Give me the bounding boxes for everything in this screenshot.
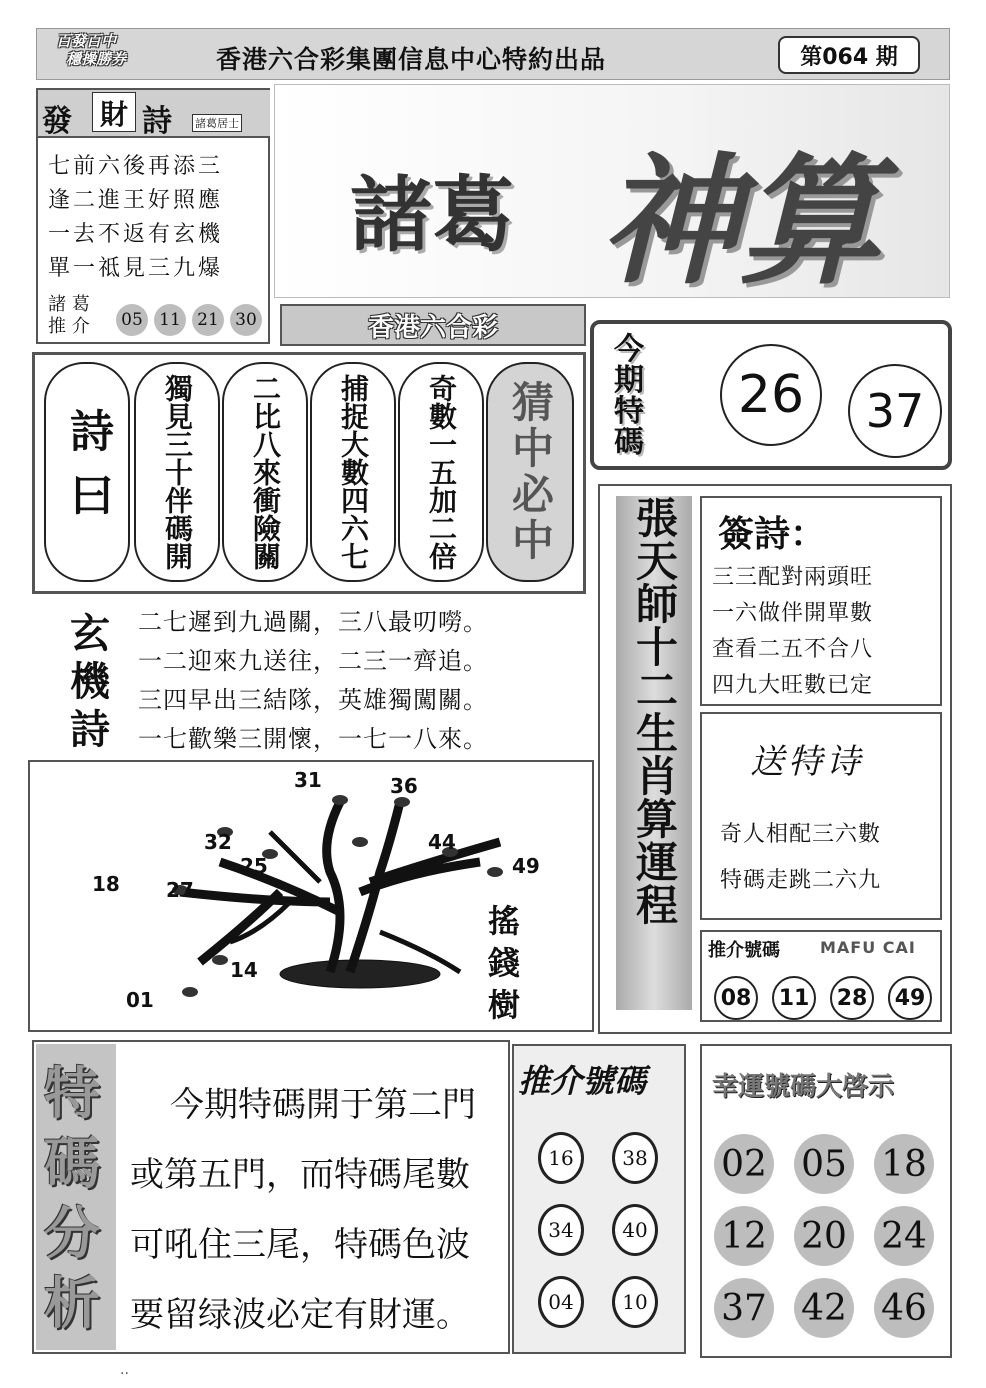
- footer-dots: ··: [120, 1366, 129, 1382]
- lucky-number: 20: [794, 1206, 854, 1266]
- recommend-label: 推介號碼: [708, 940, 780, 961]
- tui-jie-number: 38: [612, 1132, 658, 1184]
- lucky-number: 02: [714, 1134, 774, 1194]
- send-poem-title: 送特诗: [750, 742, 864, 782]
- masthead-title-1: 諸葛: [350, 168, 515, 263]
- tree-number: 31: [294, 768, 322, 792]
- fortune-poem-panel: [36, 88, 270, 344]
- analysis-title: 特 碼 分 析: [44, 1062, 100, 1337]
- issue-badge: [778, 36, 920, 74]
- masthead-title-2: 神算: [600, 140, 881, 304]
- recommend-number: 28: [830, 976, 874, 1020]
- sign-poem-title: 簽詩：: [718, 513, 827, 555]
- tree-number: 36: [390, 774, 418, 798]
- masthead-subtitle-bar: [280, 304, 586, 346]
- poem-col: 奇數一五加二倍: [398, 362, 484, 582]
- tree-number: 27: [166, 878, 194, 902]
- special-code-label: 今 期 特 碼: [614, 332, 644, 460]
- tree-number: 14: [230, 958, 258, 982]
- tree-number: 18: [92, 872, 120, 896]
- send-poem-lines: 奇人相配三六數 特碼走跳二六九: [720, 822, 882, 893]
- mystic-poem-lines: 二七遲到九過關，三八最叨嘮。 一二迎來九送往，二三一齊追。 三四早出三結隊，英雄獨闖關。 一七歡樂三開懷，一七一八來。: [138, 608, 488, 753]
- lucky-number: 05: [794, 1134, 854, 1194]
- issue-number: 第064 期: [800, 44, 898, 70]
- fortune-number: 05: [116, 304, 148, 336]
- tui-jie-number: 16: [538, 1132, 584, 1184]
- tree-number: 01: [126, 988, 154, 1012]
- tree-number: 44: [428, 830, 456, 854]
- tui-jie-number: 10: [612, 1276, 658, 1328]
- analysis-title-bar: [36, 1044, 116, 1350]
- tui-jie-number: 34: [538, 1204, 584, 1256]
- send-poem-panel: [700, 712, 942, 920]
- header-banner: 香港六合彩集團信息中心特約出品: [216, 45, 607, 74]
- lucky-number: 18: [874, 1134, 934, 1194]
- special-number: 26: [720, 344, 822, 446]
- lucky-number: 42: [794, 1278, 854, 1338]
- fortune-poem-lines: 七前六後再添三 逢二進王好照應 一去不返有玄機 單一祗見三九爆: [48, 154, 224, 281]
- recommend-brand: MAFU CAI: [820, 938, 916, 957]
- recommend-number: 49: [888, 976, 932, 1020]
- sign-poem-panel: [700, 496, 942, 706]
- tree-number: 25: [240, 854, 268, 878]
- tui-jie-title: 推介號碼: [518, 1062, 647, 1100]
- zodiac-label: 張天師十二生肖算運程: [616, 496, 692, 1010]
- mystic-poem-title: 玄 機 詩: [70, 611, 110, 753]
- slogan: 百發百中 穩操勝券: [56, 32, 127, 68]
- tui-jie-number: 40: [612, 1204, 658, 1256]
- lucky-number: 12: [714, 1206, 774, 1266]
- lucky-number: 24: [874, 1206, 934, 1266]
- special-code-panel: [590, 320, 952, 470]
- fortune-number: 21: [192, 304, 224, 336]
- tree-label: 搖 錢 樹: [488, 902, 521, 1024]
- tree-number: 49: [512, 854, 540, 878]
- poem-col: 獨見三十伴碼開: [134, 362, 220, 582]
- tree-number: 32: [204, 830, 232, 854]
- lucky-title: 幸運號碼大啓示: [712, 1072, 895, 1102]
- poem-col-left: 詩曰: [44, 362, 130, 582]
- recommend-codes-panel: [700, 930, 942, 1022]
- fortune-rec-label: 諸 葛 推 介: [48, 294, 90, 337]
- masthead-subtitle: 香港六合彩: [367, 312, 498, 343]
- special-number: 37: [848, 364, 942, 458]
- poem-col-right: 猜中必中: [486, 362, 574, 582]
- lucky-number: 37: [714, 1278, 774, 1338]
- poem-col: 二比八來衝險關: [222, 362, 308, 582]
- analysis-lines: 今期特碼開于第二門 或第五門，而特碼尾數 可吼住三尾，特碼色波 要留绿波必定有財運。: [130, 1085, 476, 1335]
- recommend-number: 08: [714, 976, 758, 1020]
- fortune-poem-title: 發 財 詩 諸葛居士: [38, 90, 270, 138]
- recommend-number: 11: [772, 976, 816, 1020]
- poem-col: 捕捉大數四六七: [310, 362, 396, 582]
- poem-author: 諸葛居士: [192, 114, 242, 132]
- fortune-number: 11: [154, 304, 186, 336]
- tui-jie-number: 04: [538, 1276, 584, 1328]
- sign-poem-lines: 三三配對兩頭旺 一六做伴開單數 查看二五不合八 四九大旺數已定: [712, 565, 874, 698]
- money-tree-panel: [28, 760, 594, 1032]
- lucky-number: 46: [874, 1278, 934, 1338]
- fortune-number: 30: [230, 304, 262, 336]
